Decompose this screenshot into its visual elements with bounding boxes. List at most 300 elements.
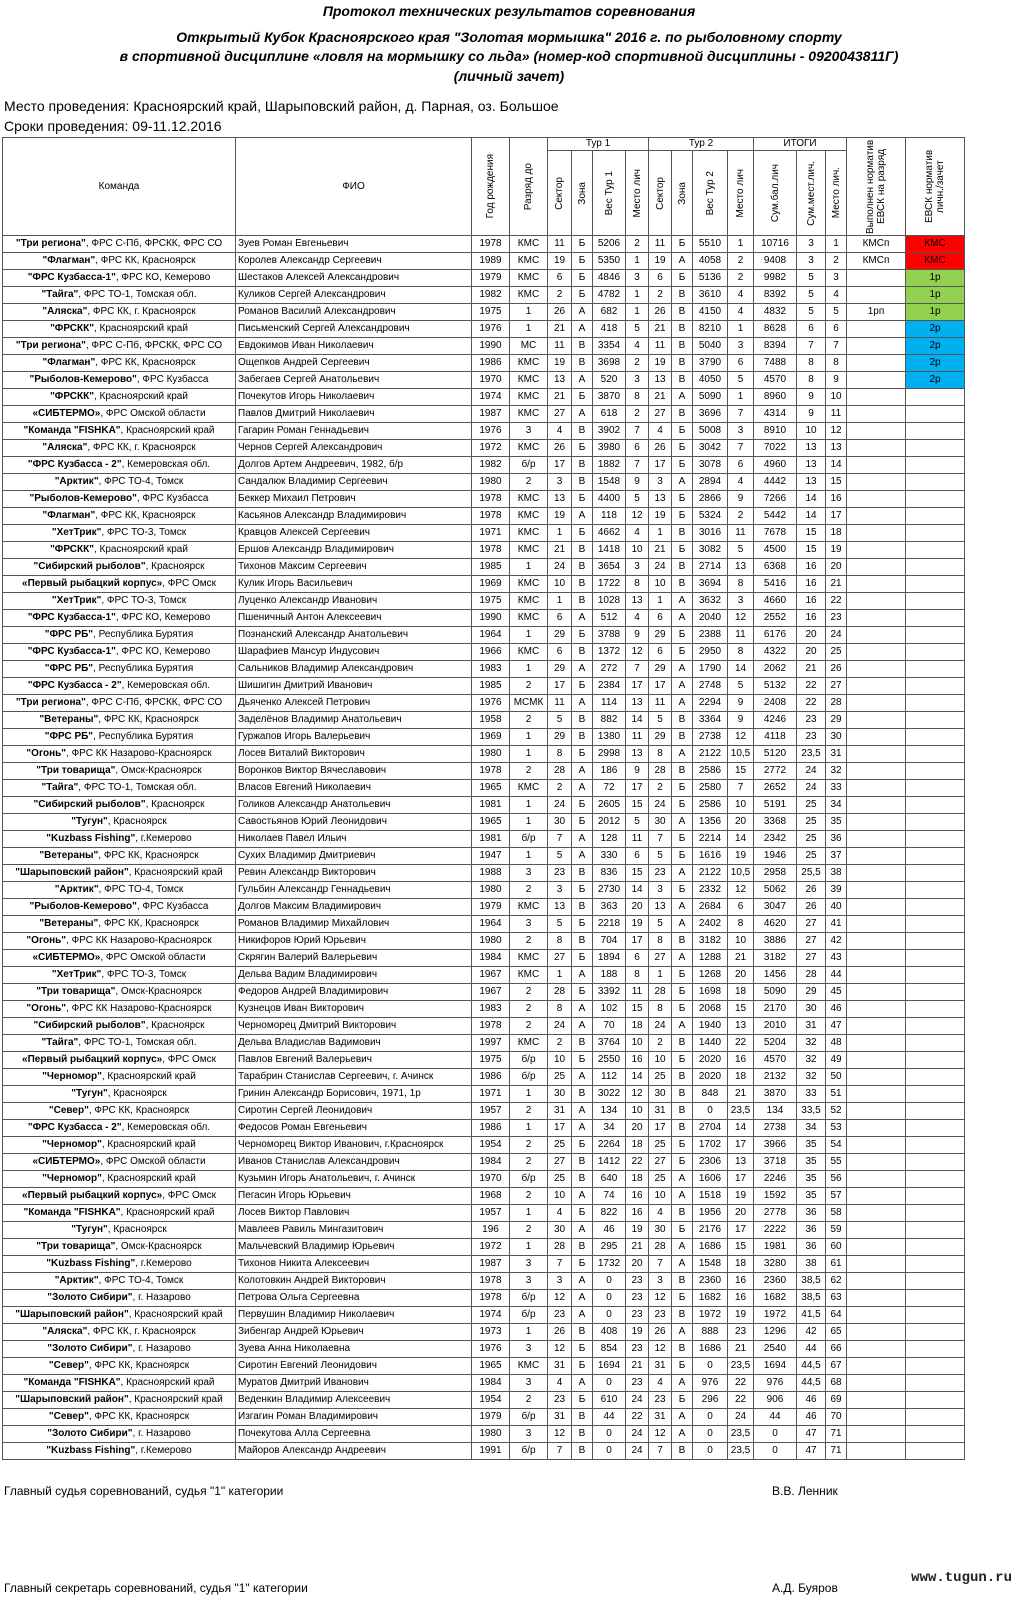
rank: 2 bbox=[510, 984, 548, 1001]
table-row bbox=[3, 1273, 965, 1290]
team-cell bbox=[3, 678, 236, 695]
place-1: 23 bbox=[626, 1341, 649, 1358]
final-place: 8 bbox=[826, 355, 847, 372]
weight-1: 4782 bbox=[593, 287, 626, 304]
zone-2: В bbox=[672, 372, 693, 389]
evsk-achieved bbox=[847, 474, 906, 491]
evsk-achieved bbox=[847, 1443, 906, 1460]
evsk-norm: 1р bbox=[906, 270, 965, 287]
sum-points: 4442 bbox=[754, 474, 797, 491]
evsk-norm bbox=[906, 848, 965, 865]
table-row bbox=[3, 457, 965, 474]
sector-1: 2 bbox=[548, 780, 572, 797]
weight-1: 3870 bbox=[593, 389, 626, 406]
weight-2: 1972 bbox=[693, 1307, 728, 1324]
table-row bbox=[3, 1001, 965, 1018]
evsk-achieved bbox=[847, 712, 906, 729]
evsk-norm bbox=[906, 1358, 965, 1375]
sector-2: 2 bbox=[649, 1035, 672, 1052]
zone-2: А bbox=[672, 1018, 693, 1035]
team-cell bbox=[3, 236, 236, 253]
table-row bbox=[3, 1035, 965, 1052]
zone-1: В bbox=[572, 1409, 593, 1426]
evsk-norm bbox=[906, 882, 965, 899]
final-place: 35 bbox=[826, 814, 847, 831]
team-cell bbox=[3, 1307, 236, 1324]
place-1: 15 bbox=[626, 1001, 649, 1018]
team-name: "Флагман" bbox=[42, 510, 96, 521]
team-region: , ФРС КО, Кемерово bbox=[115, 646, 211, 657]
birth-year: 1958 bbox=[472, 712, 510, 729]
rank: КМС bbox=[510, 525, 548, 542]
team-region: , Красноярский край bbox=[120, 425, 215, 436]
zone-2: Б bbox=[672, 270, 693, 287]
zone-2: В bbox=[672, 287, 693, 304]
zone-1: В bbox=[572, 355, 593, 372]
sum-places: 35 bbox=[797, 1188, 826, 1205]
team-region: , ФРС С-Пб, ФРСКК, ФРС СО bbox=[85, 238, 223, 249]
athlete-name: Сиротин Сергей Леонидович bbox=[236, 1103, 472, 1120]
zone-1: А bbox=[572, 780, 593, 797]
sector-2: 12 bbox=[649, 1341, 672, 1358]
zone-2: Б bbox=[672, 423, 693, 440]
evsk-norm: 2р bbox=[906, 355, 965, 372]
weight-2: 2704 bbox=[693, 1120, 728, 1137]
sector-1: 26 bbox=[548, 304, 572, 321]
sector-1: 21 bbox=[548, 321, 572, 338]
zone-1: А bbox=[572, 763, 593, 780]
zone-1: Б bbox=[572, 1205, 593, 1222]
place-2: 2 bbox=[728, 253, 754, 270]
sector-2: 26 bbox=[649, 304, 672, 321]
team-name: "ФРС РБ" bbox=[44, 663, 94, 674]
sector-1: 13 bbox=[548, 372, 572, 389]
weight-1: 74 bbox=[593, 1188, 626, 1205]
weight-2: 2738 bbox=[693, 729, 728, 746]
team-region: , ФРС КК, Красноярск bbox=[95, 510, 196, 521]
sector-2: 7 bbox=[649, 1256, 672, 1273]
zone-2: Б bbox=[672, 644, 693, 661]
sum-points: 3966 bbox=[754, 1137, 797, 1154]
team-name: "Команда "FISHKA" bbox=[23, 1207, 121, 1218]
sector-1: 27 bbox=[548, 1154, 572, 1171]
table-row bbox=[3, 1392, 965, 1409]
weight-1: 418 bbox=[593, 321, 626, 338]
place-2: 14 bbox=[728, 661, 754, 678]
sum-places: 27 bbox=[797, 950, 826, 967]
place-1: 1 bbox=[626, 304, 649, 321]
sector-2: 27 bbox=[649, 1154, 672, 1171]
weight-2: 2866 bbox=[693, 491, 728, 508]
birth-year: 1987 bbox=[472, 1256, 510, 1273]
final-place: 37 bbox=[826, 848, 847, 865]
sector-1: 24 bbox=[548, 1018, 572, 1035]
sector-2: 6 bbox=[649, 610, 672, 627]
team-name: «СИБТЕРМО» bbox=[32, 408, 101, 419]
zone-1: В bbox=[572, 593, 593, 610]
birth-year: 1984 bbox=[472, 950, 510, 967]
sum-places: 6 bbox=[797, 321, 826, 338]
sum-points: 7266 bbox=[754, 491, 797, 508]
final-place: 28 bbox=[826, 695, 847, 712]
athlete-name: Гуржапов Игорь Валерьевич bbox=[236, 729, 472, 746]
sum-places: 16 bbox=[797, 610, 826, 627]
birth-year: 1965 bbox=[472, 780, 510, 797]
birth-year: 1978 bbox=[472, 1273, 510, 1290]
team-cell bbox=[3, 763, 236, 780]
team-cell bbox=[3, 1239, 236, 1256]
final-place: 54 bbox=[826, 1137, 847, 1154]
team-name: "Черномор" bbox=[42, 1139, 102, 1150]
team-name: "Тайга" bbox=[41, 1037, 79, 1048]
team-name: "Арктик" bbox=[54, 476, 99, 487]
place-2: 22 bbox=[728, 1035, 754, 1052]
weight-2: 0 bbox=[693, 1443, 728, 1460]
team-cell bbox=[3, 1188, 236, 1205]
zone-2: А bbox=[672, 593, 693, 610]
sum-points: 5416 bbox=[754, 576, 797, 593]
place-2: 13 bbox=[728, 559, 754, 576]
sum-places: 32 bbox=[797, 1069, 826, 1086]
place-2: 20 bbox=[728, 1205, 754, 1222]
sum-points: 3182 bbox=[754, 950, 797, 967]
evsk-achieved bbox=[847, 695, 906, 712]
athlete-name: Ощепков Андрей Сергеевич bbox=[236, 355, 472, 372]
place-2: 7 bbox=[728, 406, 754, 423]
zone-1: В bbox=[572, 729, 593, 746]
zone-2: В bbox=[672, 1307, 693, 1324]
evsk-norm bbox=[906, 1052, 965, 1069]
final-place: 25 bbox=[826, 644, 847, 661]
evsk-norm bbox=[906, 406, 965, 423]
sector-1: 2 bbox=[548, 1035, 572, 1052]
team-name: "Три региона" bbox=[15, 697, 86, 708]
table-row bbox=[3, 542, 965, 559]
team-region: , ФРС ТО-4, Томск bbox=[98, 884, 184, 895]
evsk-norm bbox=[906, 610, 965, 627]
evsk-achieved bbox=[847, 1052, 906, 1069]
team-name: "Сибирский рыболов" bbox=[33, 799, 146, 810]
evsk-norm bbox=[906, 814, 965, 831]
sum-places: 38,5 bbox=[797, 1273, 826, 1290]
rank: КМС bbox=[510, 644, 548, 661]
weight-1: 112 bbox=[593, 1069, 626, 1086]
place-1: 18 bbox=[626, 1018, 649, 1035]
zone-1: В bbox=[572, 644, 593, 661]
evsk-norm bbox=[906, 1392, 965, 1409]
birth-year: 1974 bbox=[472, 389, 510, 406]
team-cell bbox=[3, 984, 236, 1001]
birth-year: 1986 bbox=[472, 1120, 510, 1137]
evsk-achieved: КМСп bbox=[847, 236, 906, 253]
place-2: 12 bbox=[728, 729, 754, 746]
weight-2: 3078 bbox=[693, 457, 728, 474]
place-2: 5 bbox=[728, 372, 754, 389]
place-1: 12 bbox=[626, 1086, 649, 1103]
team-name: "Сибирский рыболов" bbox=[33, 561, 146, 572]
sum-points: 2132 bbox=[754, 1069, 797, 1086]
evsk-norm bbox=[906, 797, 965, 814]
sum-points: 5204 bbox=[754, 1035, 797, 1052]
sector-1: 31 bbox=[548, 1358, 572, 1375]
sum-points: 2958 bbox=[754, 865, 797, 882]
table-row bbox=[3, 933, 965, 950]
final-place: 17 bbox=[826, 508, 847, 525]
final-place: 9 bbox=[826, 372, 847, 389]
team-cell bbox=[3, 1358, 236, 1375]
final-place: 20 bbox=[826, 559, 847, 576]
birth-year: 1984 bbox=[472, 1154, 510, 1171]
sector-1: 2 bbox=[548, 287, 572, 304]
rank: б/р bbox=[510, 1290, 548, 1307]
sum-points: 4118 bbox=[754, 729, 797, 746]
sector-2: 4 bbox=[649, 423, 672, 440]
team-region: , ФРС КК, Красноярск bbox=[98, 714, 199, 725]
weight-1: 1732 bbox=[593, 1256, 626, 1273]
zone-2: А bbox=[672, 389, 693, 406]
col-tour1: Тур 1 bbox=[548, 138, 649, 151]
place-1: 3 bbox=[626, 559, 649, 576]
sector-1: 3 bbox=[548, 882, 572, 899]
weight-2: 1440 bbox=[693, 1035, 728, 1052]
sector-2: 17 bbox=[649, 678, 672, 695]
evsk-achieved bbox=[847, 1222, 906, 1239]
team-region: , ФРС ТО-1, Томская обл. bbox=[78, 782, 197, 793]
weight-1: 1894 bbox=[593, 950, 626, 967]
athlete-name: Зуева Анна Николаевна bbox=[236, 1341, 472, 1358]
zone-1: В bbox=[572, 865, 593, 882]
evsk-norm bbox=[906, 865, 965, 882]
evsk-achieved bbox=[847, 831, 906, 848]
weight-2: 3610 bbox=[693, 287, 728, 304]
team-name: "Три товарища" bbox=[36, 765, 116, 776]
sum-places: 25 bbox=[797, 848, 826, 865]
weight-2: 8210 bbox=[693, 321, 728, 338]
sector-2: 24 bbox=[649, 559, 672, 576]
team-region: , ФРС Кузбасса bbox=[136, 493, 209, 504]
table-row bbox=[3, 1409, 965, 1426]
sum-points: 3886 bbox=[754, 933, 797, 950]
team-name: "Аляска" bbox=[42, 442, 88, 453]
evsk-achieved bbox=[847, 389, 906, 406]
birth-year: 1983 bbox=[472, 1001, 510, 1018]
evsk-achieved bbox=[847, 1137, 906, 1154]
team-region: , ФРС КК Назарово-Красноярск bbox=[66, 1003, 212, 1014]
team-region: , ФРС КК, Красноярск bbox=[95, 357, 196, 368]
sum-places: 32 bbox=[797, 1035, 826, 1052]
team-name: "Команда "FISHKA" bbox=[23, 1377, 121, 1388]
zone-1: Б bbox=[572, 882, 593, 899]
sector-2: 6 bbox=[649, 270, 672, 287]
weight-1: 102 bbox=[593, 1001, 626, 1018]
zone-1: В bbox=[572, 559, 593, 576]
place-2: 19 bbox=[728, 1307, 754, 1324]
weight-2: 0 bbox=[693, 1103, 728, 1120]
evsk-achieved bbox=[847, 1409, 906, 1426]
place-1: 17 bbox=[626, 678, 649, 695]
team-region: , Красноярск bbox=[145, 799, 205, 810]
sum-points: 4314 bbox=[754, 406, 797, 423]
place-2: 8 bbox=[728, 576, 754, 593]
rank: 1 bbox=[510, 627, 548, 644]
zone-1: А bbox=[572, 848, 593, 865]
evsk-norm bbox=[906, 559, 965, 576]
sum-places: 36 bbox=[797, 1222, 826, 1239]
athlete-name: Кузнецов Иван Викторович bbox=[236, 1001, 472, 1018]
weight-2: 0 bbox=[693, 1358, 728, 1375]
zone-1: Б bbox=[572, 678, 593, 695]
sector-1: 27 bbox=[548, 950, 572, 967]
final-place: 57 bbox=[826, 1188, 847, 1205]
weight-2: 1288 bbox=[693, 950, 728, 967]
final-place: 19 bbox=[826, 542, 847, 559]
place-2: 6 bbox=[728, 457, 754, 474]
evsk-norm bbox=[906, 933, 965, 950]
sector-1: 7 bbox=[548, 1443, 572, 1460]
sum-points: 2062 bbox=[754, 661, 797, 678]
place-2: 15 bbox=[728, 763, 754, 780]
place-2: 19 bbox=[728, 1188, 754, 1205]
sum-points: 2772 bbox=[754, 763, 797, 780]
sum-points: 2552 bbox=[754, 610, 797, 627]
birth-year: 1980 bbox=[472, 882, 510, 899]
sum-points: 2360 bbox=[754, 1273, 797, 1290]
rank: 3 bbox=[510, 1375, 548, 1392]
table-row bbox=[3, 712, 965, 729]
evsk-norm bbox=[906, 1426, 965, 1443]
sum-points: 1972 bbox=[754, 1307, 797, 1324]
evsk-achieved bbox=[847, 1307, 906, 1324]
place-2: 10 bbox=[728, 797, 754, 814]
table-row bbox=[3, 763, 965, 780]
evsk-norm bbox=[906, 1188, 965, 1205]
team-cell bbox=[3, 1375, 236, 1392]
athlete-name: Голиков Александр Анатольевич bbox=[236, 797, 472, 814]
weight-1: 3698 bbox=[593, 355, 626, 372]
evsk-norm bbox=[906, 1001, 965, 1018]
zone-1: В bbox=[572, 933, 593, 950]
evsk-achieved bbox=[847, 984, 906, 1001]
sum-places: 16 bbox=[797, 559, 826, 576]
weight-1: 330 bbox=[593, 848, 626, 865]
sector-1: 31 bbox=[548, 1409, 572, 1426]
sum-points: 6176 bbox=[754, 627, 797, 644]
final-place: 71 bbox=[826, 1443, 847, 1460]
sum-points: 1682 bbox=[754, 1290, 797, 1307]
zone-2: Б bbox=[672, 457, 693, 474]
athlete-name: Познанский Александр Анатольевич bbox=[236, 627, 472, 644]
weight-1: 822 bbox=[593, 1205, 626, 1222]
team-name: "ФРСКК" bbox=[50, 544, 94, 555]
team-region: , Омск-Красноярск bbox=[115, 986, 202, 997]
place-1: 3 bbox=[626, 270, 649, 287]
athlete-name: Никифоров Юрий Юрьевич bbox=[236, 933, 472, 950]
weight-1: 3654 bbox=[593, 559, 626, 576]
team-name: "Kuzbass Fishing" bbox=[46, 1258, 136, 1269]
place-2: 17 bbox=[728, 1137, 754, 1154]
team-name: «Первый рыбацкий корпус» bbox=[22, 1054, 163, 1065]
zone-1: В bbox=[572, 542, 593, 559]
final-place: 10 bbox=[826, 389, 847, 406]
athlete-name: Изгагин Роман Владимирович bbox=[236, 1409, 472, 1426]
weight-2: 5136 bbox=[693, 270, 728, 287]
sector-2: 1 bbox=[649, 593, 672, 610]
rank: 3 bbox=[510, 1273, 548, 1290]
rank: КМС bbox=[510, 236, 548, 253]
team-name: "Флагман" bbox=[42, 255, 96, 266]
table-row bbox=[3, 1188, 965, 1205]
sum-points: 44 bbox=[754, 1409, 797, 1426]
table-row bbox=[3, 916, 965, 933]
weight-1: 0 bbox=[593, 1375, 626, 1392]
final-place: 67 bbox=[826, 1358, 847, 1375]
table-row bbox=[3, 729, 965, 746]
team-region: , Красноярский край bbox=[101, 1173, 196, 1184]
team-name: «Первый рыбацкий корпус» bbox=[22, 578, 163, 589]
weight-1: 682 bbox=[593, 304, 626, 321]
weight-1: 836 bbox=[593, 865, 626, 882]
weight-1: 1028 bbox=[593, 593, 626, 610]
zone-2: Б bbox=[672, 967, 693, 984]
sector-1: 26 bbox=[548, 1324, 572, 1341]
sector-2: 21 bbox=[649, 321, 672, 338]
place-2: 13 bbox=[728, 1018, 754, 1035]
evsk-achieved bbox=[847, 678, 906, 695]
place-2: 16 bbox=[728, 1052, 754, 1069]
place-2: 17 bbox=[728, 1222, 754, 1239]
team-name: "ФРС Кузбасса-1" bbox=[27, 646, 116, 657]
table-row bbox=[3, 644, 965, 661]
table-row bbox=[3, 287, 965, 304]
final-place: 58 bbox=[826, 1205, 847, 1222]
sector-2: 24 bbox=[649, 1018, 672, 1035]
final-place: 1 bbox=[826, 236, 847, 253]
weight-2: 2306 bbox=[693, 1154, 728, 1171]
team-region: , ФРС КК Назарово-Красноярск bbox=[66, 748, 212, 759]
team-region: , ФРС ТО-4, Томск bbox=[98, 476, 184, 487]
sum-points: 5132 bbox=[754, 678, 797, 695]
weight-2: 5008 bbox=[693, 423, 728, 440]
table-row bbox=[3, 338, 965, 355]
sector-2: 11 bbox=[649, 236, 672, 253]
chief-judge-label: Главный судья соревнований, судья "1" категории bbox=[4, 1484, 284, 1498]
team-cell bbox=[3, 542, 236, 559]
zone-1: Б bbox=[572, 1341, 593, 1358]
table-row bbox=[3, 1290, 965, 1307]
col-fio: ФИО bbox=[236, 138, 472, 236]
birth-year: 1978 bbox=[472, 1018, 510, 1035]
athlete-name: Сиротин Евгений Леонидович bbox=[236, 1358, 472, 1375]
sector-2: 23 bbox=[649, 1307, 672, 1324]
sum-points: 7022 bbox=[754, 440, 797, 457]
birth-year: 1975 bbox=[472, 1052, 510, 1069]
weight-2: 2586 bbox=[693, 763, 728, 780]
team-region: , ФРС КК, г. Красноярск bbox=[87, 442, 196, 453]
team-region: , ФРС КО, Кемерово bbox=[115, 612, 211, 623]
sector-2: 26 bbox=[649, 1324, 672, 1341]
sum-points: 8628 bbox=[754, 321, 797, 338]
place-1: 22 bbox=[626, 1409, 649, 1426]
sector-2: 23 bbox=[649, 865, 672, 882]
weight-2: 1548 bbox=[693, 1256, 728, 1273]
rank: 1 bbox=[510, 746, 548, 763]
weight-1: 70 bbox=[593, 1018, 626, 1035]
team-name: "Kuzbass Fishing" bbox=[46, 833, 136, 844]
birth-year: 1989 bbox=[472, 253, 510, 270]
weight-2: 2068 bbox=[693, 1001, 728, 1018]
evsk-norm bbox=[906, 1375, 965, 1392]
zone-1: Б bbox=[572, 491, 593, 508]
